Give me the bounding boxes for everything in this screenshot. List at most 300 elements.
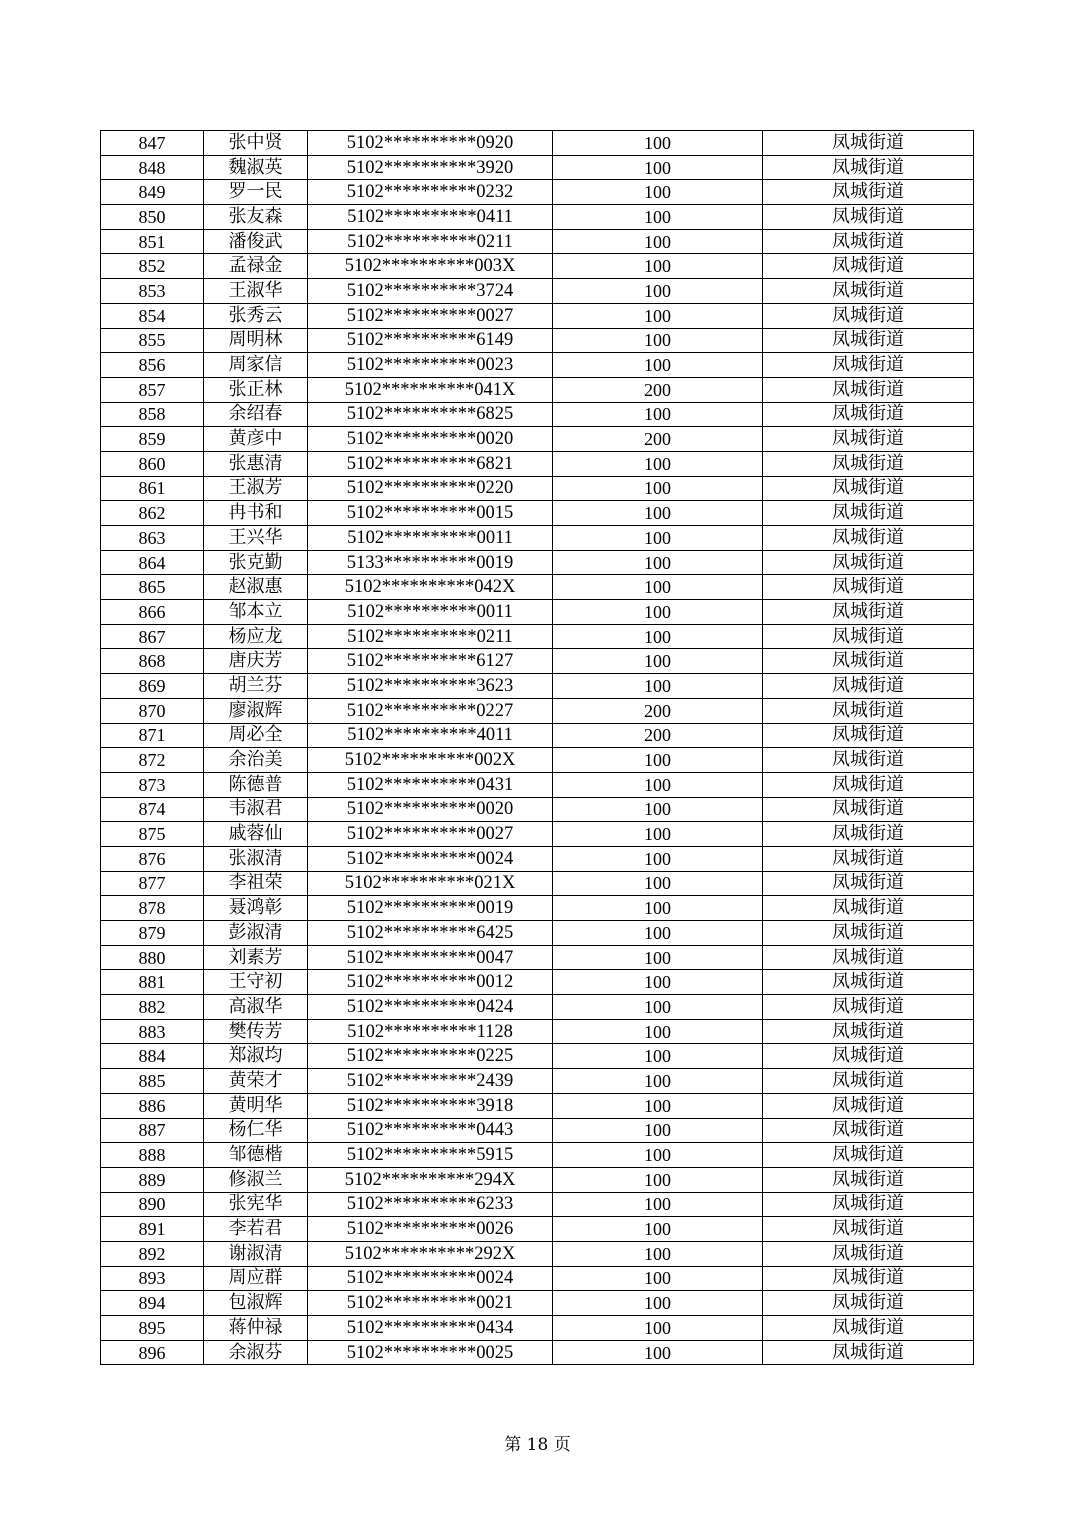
name-cell: 黄荣才	[204, 1069, 308, 1094]
amount-cell: 100	[553, 1316, 763, 1341]
street-cell: 凤城街道	[763, 674, 974, 699]
id-number-cell: 5102**********0027	[308, 822, 553, 847]
id-number-cell: 5102**********6233	[308, 1192, 553, 1217]
name-cell: 张惠清	[204, 451, 308, 476]
table-row	[101, 1167, 974, 1192]
street-cell: 凤城街道	[763, 970, 974, 995]
amount-cell: 100	[553, 1143, 763, 1168]
id-number-cell: 5102**********0023	[308, 353, 553, 378]
table-row	[101, 698, 974, 723]
amount-cell: 100	[553, 476, 763, 501]
row-number-cell: 864	[101, 550, 204, 575]
row-number-cell: 887	[101, 1118, 204, 1143]
amount-cell: 100	[553, 353, 763, 378]
table-row	[101, 205, 974, 230]
street-cell: 凤城街道	[763, 1340, 974, 1365]
table-row	[101, 476, 974, 501]
row-number-cell: 890	[101, 1192, 204, 1217]
row-number-cell: 857	[101, 377, 204, 402]
row-number-cell: 848	[101, 155, 204, 180]
name-cell: 罗一民	[204, 180, 308, 205]
street-cell: 凤城街道	[763, 1093, 974, 1118]
name-cell: 樊传芳	[204, 1019, 308, 1044]
row-number-cell: 850	[101, 205, 204, 230]
row-number-cell: 876	[101, 846, 204, 871]
table-row	[101, 674, 974, 699]
row-number-cell: 884	[101, 1044, 204, 1069]
street-cell: 凤城街道	[763, 328, 974, 353]
name-cell: 李若君	[204, 1217, 308, 1242]
id-number-cell: 5102**********0443	[308, 1118, 553, 1143]
table-row	[101, 871, 974, 896]
street-cell: 凤城街道	[763, 1316, 974, 1341]
row-number-cell: 862	[101, 501, 204, 526]
name-cell: 邹本立	[204, 600, 308, 625]
name-cell: 高淑华	[204, 995, 308, 1020]
amount-cell: 100	[553, 1118, 763, 1143]
street-cell: 凤城街道	[763, 822, 974, 847]
row-number-cell: 860	[101, 451, 204, 476]
table-row	[101, 575, 974, 600]
street-cell: 凤城街道	[763, 575, 974, 600]
name-cell: 张友森	[204, 205, 308, 230]
street-cell: 凤城街道	[763, 402, 974, 427]
row-number-cell: 866	[101, 600, 204, 625]
name-cell: 张克勤	[204, 550, 308, 575]
table-row	[101, 772, 974, 797]
name-cell: 黄彦中	[204, 427, 308, 452]
table-row	[101, 1266, 974, 1291]
id-number-cell: 5102**********021X	[308, 871, 553, 896]
amount-cell: 100	[553, 1192, 763, 1217]
amount-cell: 100	[553, 254, 763, 279]
row-number-cell: 896	[101, 1340, 204, 1365]
street-cell: 凤城街道	[763, 846, 974, 871]
name-cell: 张秀云	[204, 303, 308, 328]
id-number-cell: 5102**********042X	[308, 575, 553, 600]
street-cell: 凤城街道	[763, 1118, 974, 1143]
table-row	[101, 600, 974, 625]
amount-cell: 100	[553, 1340, 763, 1365]
name-cell: 戚蓉仙	[204, 822, 308, 847]
amount-cell: 100	[553, 772, 763, 797]
street-cell: 凤城街道	[763, 797, 974, 822]
amount-cell: 100	[553, 600, 763, 625]
row-number-cell: 877	[101, 871, 204, 896]
table-row	[101, 377, 974, 402]
row-number-cell: 867	[101, 624, 204, 649]
amount-cell: 100	[553, 1266, 763, 1291]
id-number-cell: 5102**********0025	[308, 1340, 553, 1365]
name-cell: 包淑辉	[204, 1291, 308, 1316]
street-cell: 凤城街道	[763, 1167, 974, 1192]
amount-cell: 100	[553, 303, 763, 328]
table-row	[101, 1316, 974, 1341]
amount-cell: 100	[553, 402, 763, 427]
id-number-cell: 5102**********294X	[308, 1167, 553, 1192]
table-row	[101, 1044, 974, 1069]
id-number-cell: 5102**********6127	[308, 649, 553, 674]
street-cell: 凤城街道	[763, 1241, 974, 1266]
id-number-cell: 5102**********292X	[308, 1241, 553, 1266]
name-cell: 唐庆芳	[204, 649, 308, 674]
row-number-cell: 895	[101, 1316, 204, 1341]
amount-cell: 200	[553, 723, 763, 748]
table-row	[101, 1291, 974, 1316]
amount-cell: 100	[553, 1167, 763, 1192]
table-row	[101, 945, 974, 970]
street-cell: 凤城街道	[763, 1143, 974, 1168]
table-row	[101, 550, 974, 575]
row-number-cell: 886	[101, 1093, 204, 1118]
street-cell: 凤城街道	[763, 1192, 974, 1217]
id-number-cell: 5102**********0024	[308, 1266, 553, 1291]
row-number-cell: 879	[101, 921, 204, 946]
id-number-cell: 5102**********3920	[308, 155, 553, 180]
id-number-cell: 5102**********0920	[308, 131, 553, 156]
table-row	[101, 1217, 974, 1242]
street-cell: 凤城街道	[763, 377, 974, 402]
street-cell: 凤城街道	[763, 279, 974, 304]
table-row	[101, 1118, 974, 1143]
row-number-cell: 880	[101, 945, 204, 970]
row-number-cell: 889	[101, 1167, 204, 1192]
row-number-cell: 849	[101, 180, 204, 205]
row-number-cell: 878	[101, 896, 204, 921]
street-cell: 凤城街道	[763, 131, 974, 156]
row-number-cell: 892	[101, 1241, 204, 1266]
id-number-cell: 5133**********0019	[308, 550, 553, 575]
id-number-cell: 5102**********041X	[308, 377, 553, 402]
name-cell: 聂鸿彰	[204, 896, 308, 921]
table-row	[101, 1019, 974, 1044]
name-cell: 王守初	[204, 970, 308, 995]
id-number-cell: 5102**********0026	[308, 1217, 553, 1242]
table-row	[101, 180, 974, 205]
street-cell: 凤城街道	[763, 526, 974, 551]
name-cell: 郑淑均	[204, 1044, 308, 1069]
id-number-cell: 5102**********0020	[308, 797, 553, 822]
row-number-cell: 872	[101, 748, 204, 773]
street-cell: 凤城街道	[763, 995, 974, 1020]
row-number-cell: 861	[101, 476, 204, 501]
table-row	[101, 353, 974, 378]
street-cell: 凤城街道	[763, 871, 974, 896]
records-table-body	[101, 131, 974, 1365]
table-row	[101, 896, 974, 921]
row-number-cell: 869	[101, 674, 204, 699]
id-number-cell: 5102**********0019	[308, 896, 553, 921]
table-row	[101, 328, 974, 353]
id-number-cell: 5102**********003X	[308, 254, 553, 279]
amount-cell: 100	[553, 451, 763, 476]
amount-cell: 100	[553, 995, 763, 1020]
records-table	[100, 130, 974, 1365]
amount-cell: 100	[553, 180, 763, 205]
name-cell: 周家信	[204, 353, 308, 378]
row-number-cell: 865	[101, 575, 204, 600]
table-row	[101, 846, 974, 871]
table-row	[101, 1143, 974, 1168]
name-cell: 王淑华	[204, 279, 308, 304]
amount-cell: 100	[553, 674, 763, 699]
name-cell: 魏淑英	[204, 155, 308, 180]
table-row	[101, 797, 974, 822]
id-number-cell: 5102**********1128	[308, 1019, 553, 1044]
amount-cell: 100	[553, 797, 763, 822]
amount-cell: 100	[553, 575, 763, 600]
street-cell: 凤城街道	[763, 649, 974, 674]
id-number-cell: 5102**********3623	[308, 674, 553, 699]
id-number-cell: 5102**********0011	[308, 600, 553, 625]
name-cell: 邹德楷	[204, 1143, 308, 1168]
table-row	[101, 1093, 974, 1118]
amount-cell: 100	[553, 822, 763, 847]
table-row	[101, 303, 974, 328]
amount-cell: 100	[553, 1044, 763, 1069]
id-number-cell: 5102**********0012	[308, 970, 553, 995]
table-row	[101, 402, 974, 427]
row-number-cell: 870	[101, 698, 204, 723]
amount-cell: 200	[553, 377, 763, 402]
name-cell: 杨应龙	[204, 624, 308, 649]
amount-cell: 200	[553, 427, 763, 452]
street-cell: 凤城街道	[763, 180, 974, 205]
amount-cell: 100	[553, 229, 763, 254]
street-cell: 凤城街道	[763, 254, 974, 279]
table-row	[101, 229, 974, 254]
table-row	[101, 624, 974, 649]
id-number-cell: 5102**********0211	[308, 229, 553, 254]
amount-cell: 100	[553, 945, 763, 970]
id-number-cell: 5102**********0027	[308, 303, 553, 328]
amount-cell: 100	[553, 649, 763, 674]
id-number-cell: 5102**********0431	[308, 772, 553, 797]
row-number-cell: 871	[101, 723, 204, 748]
table-row	[101, 748, 974, 773]
name-cell: 杨仁华	[204, 1118, 308, 1143]
name-cell: 王兴华	[204, 526, 308, 551]
street-cell: 凤城街道	[763, 772, 974, 797]
row-number-cell: 856	[101, 353, 204, 378]
id-number-cell: 5102**********6149	[308, 328, 553, 353]
row-number-cell: 853	[101, 279, 204, 304]
amount-cell: 100	[553, 328, 763, 353]
page-number: 第 18 页	[504, 1435, 571, 1455]
name-cell: 胡兰芬	[204, 674, 308, 699]
row-number-cell: 854	[101, 303, 204, 328]
street-cell: 凤城街道	[763, 1266, 974, 1291]
street-cell: 凤城街道	[763, 427, 974, 452]
street-cell: 凤城街道	[763, 303, 974, 328]
id-number-cell: 5102**********6825	[308, 402, 553, 427]
amount-cell: 100	[553, 501, 763, 526]
street-cell: 凤城街道	[763, 1291, 974, 1316]
row-number-cell: 859	[101, 427, 204, 452]
name-cell: 修淑兰	[204, 1167, 308, 1192]
name-cell: 张正林	[204, 377, 308, 402]
row-number-cell: 863	[101, 526, 204, 551]
table-row	[101, 131, 974, 156]
street-cell: 凤城街道	[763, 723, 974, 748]
id-number-cell: 5102**********0024	[308, 846, 553, 871]
name-cell: 蒋仲禄	[204, 1316, 308, 1341]
amount-cell: 100	[553, 155, 763, 180]
table-row	[101, 501, 974, 526]
row-number-cell: 881	[101, 970, 204, 995]
row-number-cell: 874	[101, 797, 204, 822]
amount-cell: 100	[553, 279, 763, 304]
id-number-cell: 5102**********0220	[308, 476, 553, 501]
id-number-cell: 5102**********2439	[308, 1069, 553, 1094]
street-cell: 凤城街道	[763, 229, 974, 254]
table-row	[101, 1241, 974, 1266]
name-cell: 周应群	[204, 1266, 308, 1291]
id-number-cell: 5102**********0232	[308, 180, 553, 205]
name-cell: 余绍春	[204, 402, 308, 427]
amount-cell: 100	[553, 131, 763, 156]
table-row	[101, 254, 974, 279]
street-cell: 凤城街道	[763, 476, 974, 501]
name-cell: 彭淑清	[204, 921, 308, 946]
id-number-cell: 5102**********0020	[308, 427, 553, 452]
name-cell: 陈德普	[204, 772, 308, 797]
name-cell: 张宪华	[204, 1192, 308, 1217]
amount-cell: 100	[553, 748, 763, 773]
name-cell: 赵淑惠	[204, 575, 308, 600]
table-row	[101, 526, 974, 551]
name-cell: 潘俊武	[204, 229, 308, 254]
table-row	[101, 279, 974, 304]
amount-cell: 200	[553, 698, 763, 723]
name-cell: 黄明华	[204, 1093, 308, 1118]
id-number-cell: 5102**********0015	[308, 501, 553, 526]
amount-cell: 100	[553, 624, 763, 649]
name-cell: 李祖荣	[204, 871, 308, 896]
amount-cell: 100	[553, 921, 763, 946]
row-number-cell: 882	[101, 995, 204, 1020]
street-cell: 凤城街道	[763, 1069, 974, 1094]
id-number-cell: 5102**********0211	[308, 624, 553, 649]
street-cell: 凤城街道	[763, 698, 974, 723]
row-number-cell: 858	[101, 402, 204, 427]
table-row	[101, 995, 974, 1020]
name-cell: 王淑芳	[204, 476, 308, 501]
row-number-cell: 851	[101, 229, 204, 254]
id-number-cell: 5102**********3724	[308, 279, 553, 304]
amount-cell: 100	[553, 1019, 763, 1044]
table-row	[101, 723, 974, 748]
name-cell: 周明林	[204, 328, 308, 353]
id-number-cell: 5102**********4011	[308, 723, 553, 748]
street-cell: 凤城街道	[763, 550, 974, 575]
id-number-cell: 5102**********0047	[308, 945, 553, 970]
row-number-cell: 875	[101, 822, 204, 847]
row-number-cell: 891	[101, 1217, 204, 1242]
street-cell: 凤城街道	[763, 451, 974, 476]
table-row	[101, 970, 974, 995]
name-cell: 谢淑清	[204, 1241, 308, 1266]
row-number-cell: 888	[101, 1143, 204, 1168]
amount-cell: 100	[553, 205, 763, 230]
table-row	[101, 1192, 974, 1217]
amount-cell: 100	[553, 970, 763, 995]
name-cell: 余淑芬	[204, 1340, 308, 1365]
id-number-cell: 5102**********0424	[308, 995, 553, 1020]
id-number-cell: 5102**********0021	[308, 1291, 553, 1316]
name-cell: 廖淑辉	[204, 698, 308, 723]
table-row	[101, 822, 974, 847]
table-row	[101, 921, 974, 946]
row-number-cell: 855	[101, 328, 204, 353]
id-number-cell: 5102**********5915	[308, 1143, 553, 1168]
row-number-cell: 852	[101, 254, 204, 279]
street-cell: 凤城街道	[763, 896, 974, 921]
row-number-cell: 885	[101, 1069, 204, 1094]
name-cell: 韦淑君	[204, 797, 308, 822]
table-row	[101, 451, 974, 476]
street-cell: 凤城街道	[763, 1044, 974, 1069]
name-cell: 刘素芳	[204, 945, 308, 970]
id-number-cell: 5102**********0434	[308, 1316, 553, 1341]
street-cell: 凤城街道	[763, 1019, 974, 1044]
street-cell: 凤城街道	[763, 353, 974, 378]
name-cell: 张中贤	[204, 131, 308, 156]
street-cell: 凤城街道	[763, 624, 974, 649]
amount-cell: 100	[553, 526, 763, 551]
name-cell: 周必全	[204, 723, 308, 748]
street-cell: 凤城街道	[763, 945, 974, 970]
street-cell: 凤城街道	[763, 501, 974, 526]
name-cell: 孟禄金	[204, 254, 308, 279]
name-cell: 冉书和	[204, 501, 308, 526]
id-number-cell: 5102**********6821	[308, 451, 553, 476]
amount-cell: 100	[553, 846, 763, 871]
row-number-cell: 883	[101, 1019, 204, 1044]
amount-cell: 100	[553, 1291, 763, 1316]
id-number-cell: 5102**********002X	[308, 748, 553, 773]
row-number-cell: 894	[101, 1291, 204, 1316]
row-number-cell: 873	[101, 772, 204, 797]
id-number-cell: 5102**********0411	[308, 205, 553, 230]
amount-cell: 100	[553, 896, 763, 921]
amount-cell: 100	[553, 1069, 763, 1094]
id-number-cell: 5102**********0011	[308, 526, 553, 551]
amount-cell: 100	[553, 550, 763, 575]
table-row	[101, 649, 974, 674]
table-row	[101, 427, 974, 452]
table-row	[101, 1340, 974, 1365]
row-number-cell: 868	[101, 649, 204, 674]
street-cell: 凤城街道	[763, 600, 974, 625]
id-number-cell: 5102**********3918	[308, 1093, 553, 1118]
row-number-cell: 847	[101, 131, 204, 156]
street-cell: 凤城街道	[763, 748, 974, 773]
name-cell: 余治美	[204, 748, 308, 773]
id-number-cell: 5102**********0227	[308, 698, 553, 723]
street-cell: 凤城街道	[763, 1217, 974, 1242]
street-cell: 凤城街道	[763, 921, 974, 946]
amount-cell: 100	[553, 1093, 763, 1118]
table-row	[101, 1069, 974, 1094]
street-cell: 凤城街道	[763, 155, 974, 180]
amount-cell: 100	[553, 871, 763, 896]
amount-cell: 100	[553, 1217, 763, 1242]
table-row	[101, 155, 974, 180]
row-number-cell: 893	[101, 1266, 204, 1291]
street-cell: 凤城街道	[763, 205, 974, 230]
id-number-cell: 5102**********0225	[308, 1044, 553, 1069]
